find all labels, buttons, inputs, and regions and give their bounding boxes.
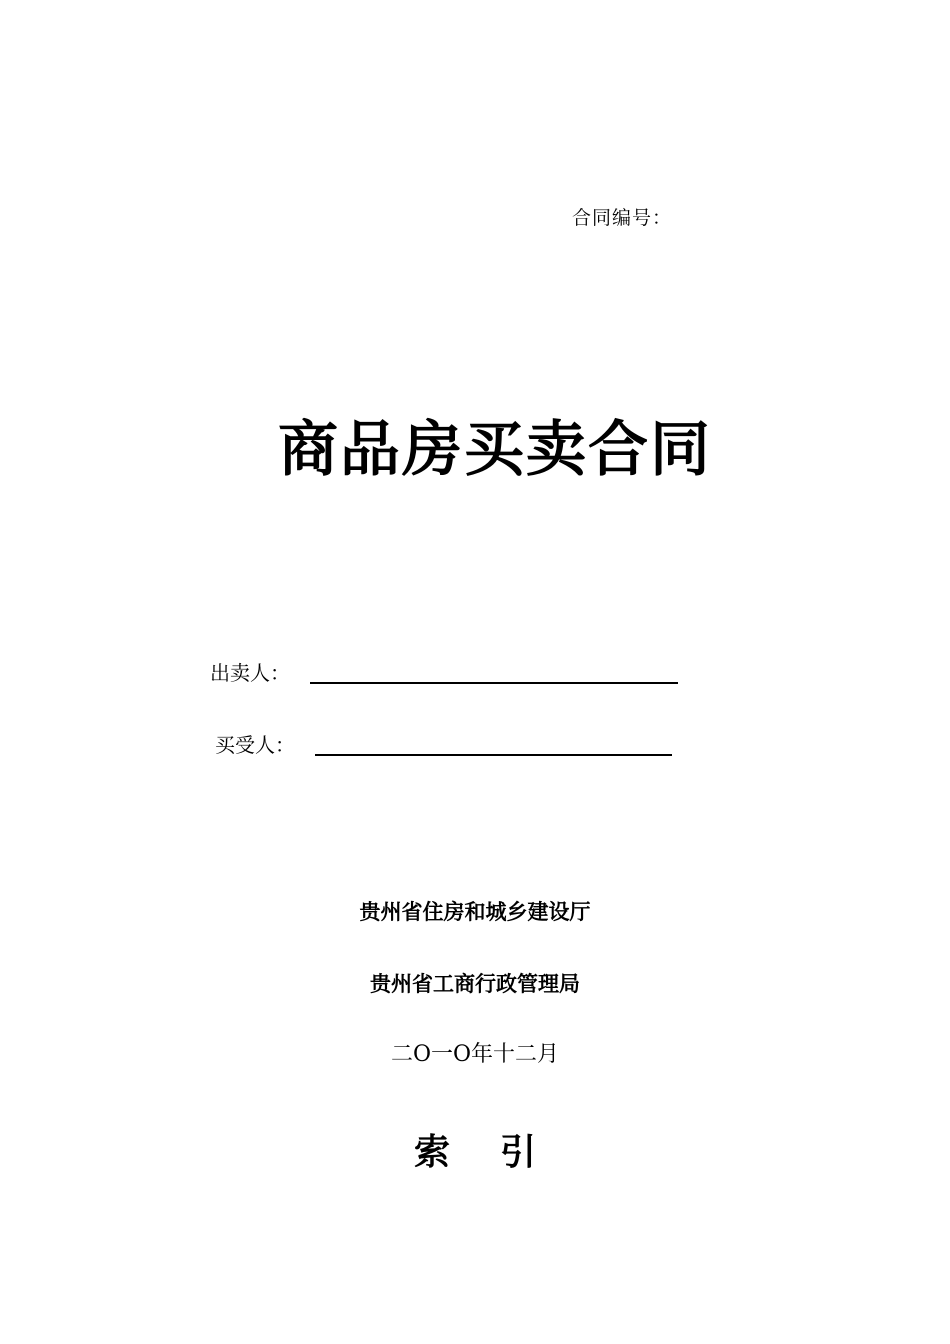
buyer-row (215, 732, 672, 758)
index-heading: 索引 (413, 1131, 586, 1173)
issue-date: 二O一O年十二月 (390, 1042, 560, 1067)
seller-row (210, 660, 678, 686)
document-title: 商品房买卖合同 (278, 415, 712, 485)
seller-label: 出卖人： (210, 661, 290, 685)
issuer-housing-department: 贵州省住房和城乡建设厅 (359, 900, 591, 924)
seller-blank-line (310, 662, 678, 684)
buyer-blank-line (315, 734, 672, 756)
buyer-label: 买受人： (215, 733, 295, 757)
issuer-commerce-bureau: 贵州省工商行政管理局 (370, 972, 580, 996)
contract-number-label: 合同编号： (572, 207, 673, 229)
